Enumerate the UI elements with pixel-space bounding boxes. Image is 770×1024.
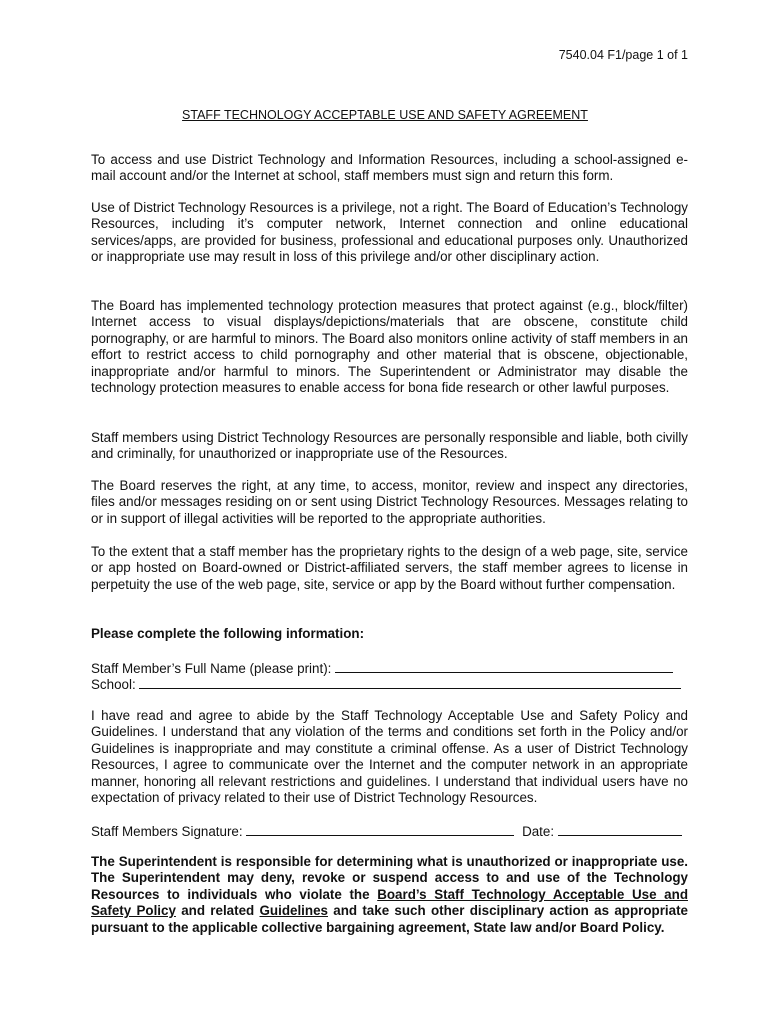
page-ref: 7540.04 F1/page 1 of 1: [558, 48, 688, 62]
signature-row: [91, 822, 691, 840]
agreement-paragraph: I have read and agree to abide by the Staff Technology Acceptable Use and Safety Policy and Guidelines. I understand that any violation of the terms and conditions set forth in the Policy and/or Guidelines is inappropriate and may constitute a criminal offense. As a user of District Technology Resources, I agree to communicate over the Internet and the computer network in an appropriate manner, honoring all relevant restrictions and guidelines. I understand that individual users have no expectation of privacy related to their use of District Technology Resources.: [91, 708, 688, 806]
name-field-label: Staff Member’s Full Name (please print):: [91, 661, 332, 676]
school-field[interactable]: [139, 675, 681, 689]
policy-link[interactable]: Board’s Staff Technology Acceptable Use and Safety Policy: [91, 886, 688, 919]
signature-field[interactable]: [246, 822, 514, 836]
school-field-label: School:: [91, 677, 136, 692]
form-heading: Please complete the following information:: [91, 626, 365, 641]
closing-text-3: and take such other disciplinary action as appropriate pursuant to the applicable collective bargaining agreement, State law and/or Board Policy.: [91, 903, 688, 935]
closing-paragraph: [91, 854, 688, 936]
protection-paragraph: The Board has implemented technology protection measures that protect against (e.g., block/filter) Internet access to visual displays/depictions/materials that are obscene, constitute child pornography, or are harmful to minors. The Board also monitors online activity of staff members in an effort to restrict access to child pornography and other material that is obscene, objectionable, inappropriate and/or harmful to minors. The Superintendent or Administrator may disable the technology protection measures to enable access for bona fide research or other lawful purposes.: [91, 298, 688, 396]
closing-text-2: and related: [175, 903, 260, 919]
date-label: Date:: [522, 824, 555, 839]
monitoring-paragraph: The Board reserves the right, at any time, to access, monitor, review and inspect any directories, files and/or messages residing on or sent using District Technology Resources. Messages relating to or in support of illegal activities will be reported to the appropriate authorities.: [91, 478, 688, 526]
date-field[interactable]: [558, 822, 682, 836]
intro-paragraph: To access and use District Technology and Information Resources, including a school-assigned e-mail account and/or the Internet at school, staff members must sign and return this form.: [91, 152, 688, 184]
privilege-paragraph: Use of District Technology Resources is a privilege, not a right. The Board of Education’s Technology Resources, including it’s computer network, Internet connection and online educational services/apps, are provided for business, professional and educational purposes only. Unauthorized or inappropriate use may result in loss of this privilege and/or other disciplinary action.: [91, 200, 688, 265]
proprietary-rights-paragraph: To the extent that a staff member has the proprietary rights to the design of a web page, site, service or app hosted on Board-owned or District-affiliated servers, the staff member agrees to license in perpetuity the use of the web page, site, service or app by the Board without further compensation.: [91, 544, 688, 592]
guidelines-link[interactable]: Guidelines: [259, 903, 328, 919]
signature-label: Staff Members Signature:: [91, 824, 243, 839]
document-title: STAFF TECHNOLOGY ACCEPTABLE USE AND SAFETY AGREEMENT: [182, 108, 588, 122]
closing-text-1: The Superintendent is responsible for determining what is unauthorized or inappropriate use. The Superintendent may deny, revoke or suspend access to and use of the Technology Resources to individuals who violate the: [91, 854, 688, 902]
school-field-row: [91, 675, 691, 693]
liability-paragraph: Staff members using District Technology Resources are personally responsible and liable, both civilly and criminally, for unauthorized or inappropriate use of the Resources.: [91, 430, 688, 462]
name-field[interactable]: [335, 659, 673, 673]
